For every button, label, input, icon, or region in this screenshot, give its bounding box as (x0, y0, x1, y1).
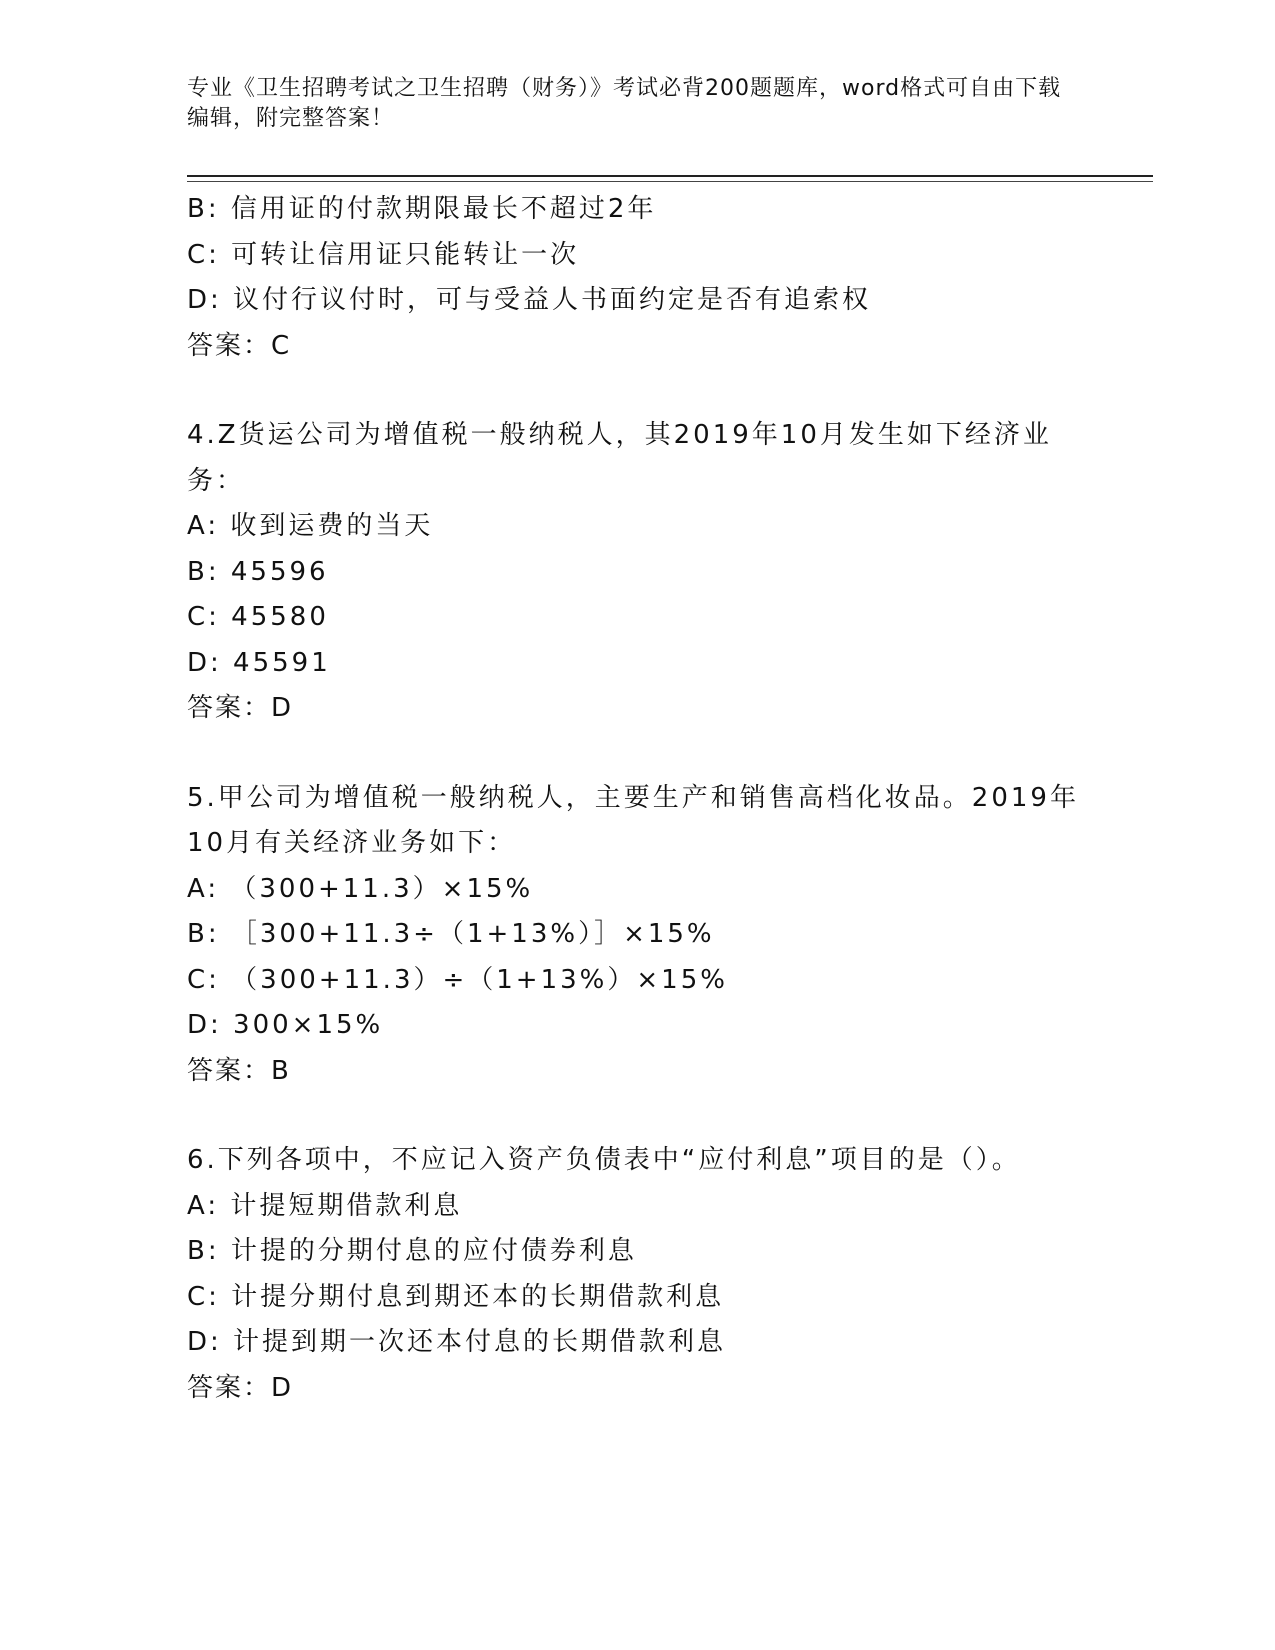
question-list (187, 187, 1087, 1411)
answer-line: 答案：B (187, 1055, 291, 1086)
option-c: C: 45580 (187, 602, 329, 632)
question-spacer (187, 732, 1087, 776)
question-block-5 (187, 776, 1087, 1095)
option-b: B: 计提的分期付息的应付债券利息 (187, 1236, 637, 1266)
option-d: D: 议付行议付时，可与受益人书面约定是否有追索权 (187, 285, 872, 315)
question-block-4 (187, 413, 1087, 732)
option-d: D: 计提到期一次还本付息的长期借款利息 (187, 1327, 727, 1357)
document-header: 专业《卫生招聘考试之卫生招聘（财务）》考试必背200题题库，word格式可自由下载编辑，附完整答案！ (187, 76, 1062, 131)
question-block-6 (187, 1138, 1087, 1411)
question-stem: 4.Z货运公司为增值税一般纳税人，其2019年10月发生如下经济业务： (187, 420, 1052, 496)
option-d: D: 300×15% (187, 1010, 384, 1040)
option-a: A: （300+11.3）×15% (187, 873, 534, 904)
option-a: A: 收到运费的当天 (187, 511, 434, 541)
question-block-continued (187, 187, 1087, 369)
header-divider (187, 175, 1153, 177)
question-spacer (187, 1094, 1087, 1138)
header-divider-thin (187, 181, 1153, 182)
question-spacer (187, 369, 1087, 413)
option-c: C: 计提分期付息到期还本的长期借款利息 (187, 1281, 725, 1312)
option-c: C: （300+11.3）÷（1+13%）×15% (187, 964, 728, 995)
answer-line: 答案：C (187, 330, 292, 361)
option-b: B: ［300+11.3÷（1+13%）］×15% (187, 919, 715, 949)
question-stem: 6.下列各项中，不应记入资产负债表中“应付利息”项目的是（）。 (187, 1145, 1021, 1175)
option-b: B: 信用证的付款期限最长不超过2年 (187, 194, 657, 224)
option-c: C: 可转让信用证只能转让一次 (187, 239, 580, 270)
option-d: D: 45591 (187, 647, 331, 678)
option-a: A: 计提短期借款利息 (187, 1190, 463, 1221)
answer-line: 答案：D (187, 1372, 294, 1403)
answer-line: 答案：D (187, 693, 294, 723)
question-stem: 5.甲公司为增值税一般纳税人，主要生产和销售高档化妆品。2019年10月有关经济业务如下： (187, 782, 1079, 858)
option-b: B: 45596 (187, 556, 329, 587)
